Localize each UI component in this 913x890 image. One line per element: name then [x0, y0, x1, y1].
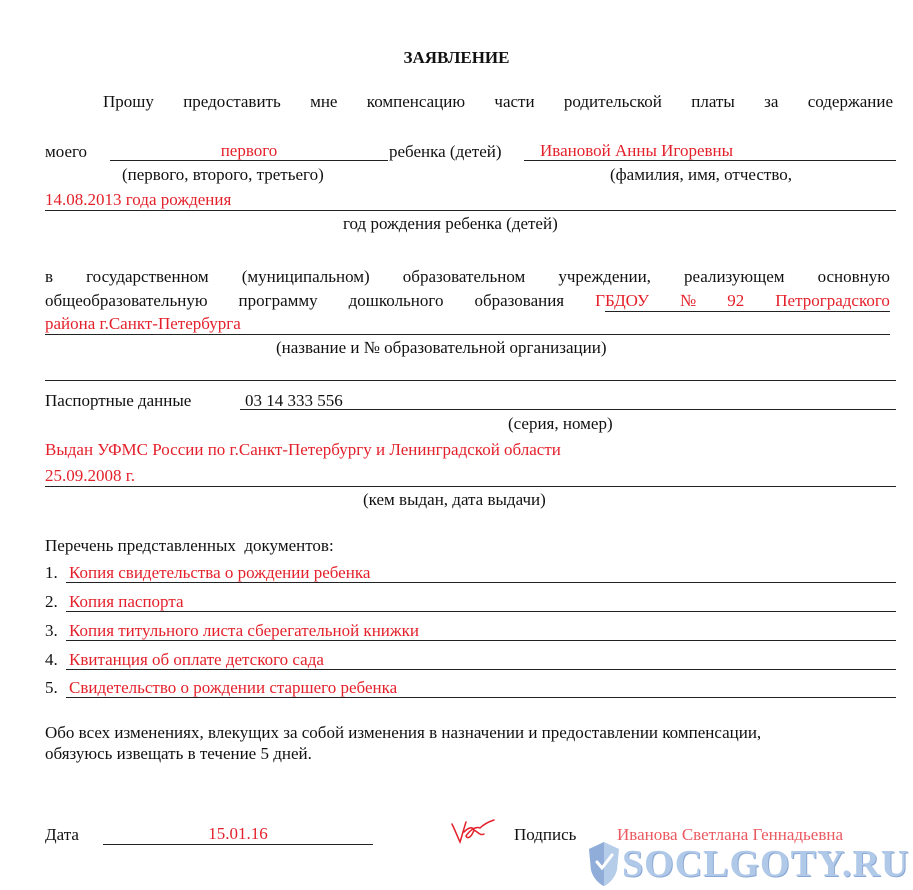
- notice-line-2: обязуюсь извещать в течение 5 дней.: [45, 744, 312, 763]
- child-name-field[interactable]: Ивановой Анны Игоревны: [540, 141, 734, 160]
- passport-number-field[interactable]: 03 14 333 556: [245, 391, 343, 410]
- issued-underline: [45, 486, 896, 487]
- document-underline: [66, 611, 896, 612]
- date-label: Дата: [45, 825, 79, 844]
- document-number: 4.: [45, 650, 58, 669]
- passport-label: Паспортные данные: [45, 391, 192, 410]
- institution-line-1: в государственном (муниципальном) образовательном учреждении, реализующем основную: [45, 267, 890, 286]
- child-order-field[interactable]: первого: [220, 141, 278, 160]
- document-number: 1.: [45, 563, 58, 582]
- institution-underline-1: [605, 311, 890, 312]
- document-item[interactable]: Копия титульного листа сберегательной книжки: [69, 621, 419, 640]
- child-prefix: моего: [45, 142, 88, 161]
- institution-line-2: общеобразовательную программу дошкольного образования ГБДОУ № 92 Петроградского: [45, 291, 890, 310]
- watermark: [586, 838, 913, 890]
- document-number: 5.: [45, 678, 58, 697]
- birth-hint: год рождения ребенка (детей): [343, 214, 558, 233]
- document-title: ЗАЯВЛЕНИЕ: [403, 48, 510, 67]
- shield-icon: [586, 840, 622, 888]
- passport-issued-by-field[interactable]: Выдан УФМС России по г.Санкт-Петербургу и Ленинградской области: [45, 440, 561, 459]
- documents-heading: Перечень представленных документов:: [45, 536, 334, 555]
- passport-underline: [240, 409, 896, 410]
- institution-hint: (название и № образовательной организации): [276, 338, 607, 357]
- child-label: ребенка (детей): [389, 142, 502, 161]
- birth-underline: [45, 210, 896, 211]
- order-hint: (первого, второго, третьего): [122, 165, 324, 184]
- document-item[interactable]: Копия паспорта: [69, 592, 184, 611]
- passport-issued-date-field[interactable]: 25.09.2008 г.: [45, 466, 136, 485]
- notice-line-1: Обо всех изменениях, влекущих за собой изменения в назначении и предоставлении компенсации,: [45, 723, 762, 742]
- issued-hint: (кем выдан, дата выдачи): [363, 490, 546, 509]
- document-underline: [66, 669, 896, 670]
- date-field[interactable]: 15.01.16: [208, 824, 268, 843]
- signer-name-field[interactable]: Иванова Светлана Геннадьевна: [617, 825, 843, 844]
- blank-underline: [45, 380, 896, 381]
- document-item[interactable]: Копия свидетельства о рождении ребенка: [69, 563, 371, 582]
- handwritten-signature: [450, 816, 496, 846]
- institution-name-field[interactable]: района г.Санкт-Петербурга: [45, 314, 241, 333]
- institution-name-part[interactable]: ГБДОУ: [595, 291, 650, 310]
- document-number: 2.: [45, 592, 58, 611]
- watermark-text: SOCLGOTY.RU: [622, 843, 910, 885]
- intro-line: Прошу предоставить мне компенсацию части родительской платы за содержание: [103, 92, 893, 111]
- birth-date-field[interactable]: 14.08.2013 года рождения: [45, 190, 232, 209]
- document-underline: [66, 582, 896, 583]
- document-underline: [66, 640, 896, 641]
- institution-underline-2: [45, 334, 890, 335]
- document-item[interactable]: Квитанция об оплате детского сада: [69, 650, 324, 669]
- document-item[interactable]: Свидетельство о рождении старшего ребенка: [69, 678, 398, 697]
- date-underline: [103, 844, 373, 845]
- document-underline: [66, 697, 896, 698]
- signature-label: Подпись: [514, 825, 577, 844]
- document-number: 3.: [45, 621, 58, 640]
- passport-hint: (серия, номер): [508, 414, 613, 433]
- name-hint: (фамилия, имя, отчество,: [610, 165, 793, 184]
